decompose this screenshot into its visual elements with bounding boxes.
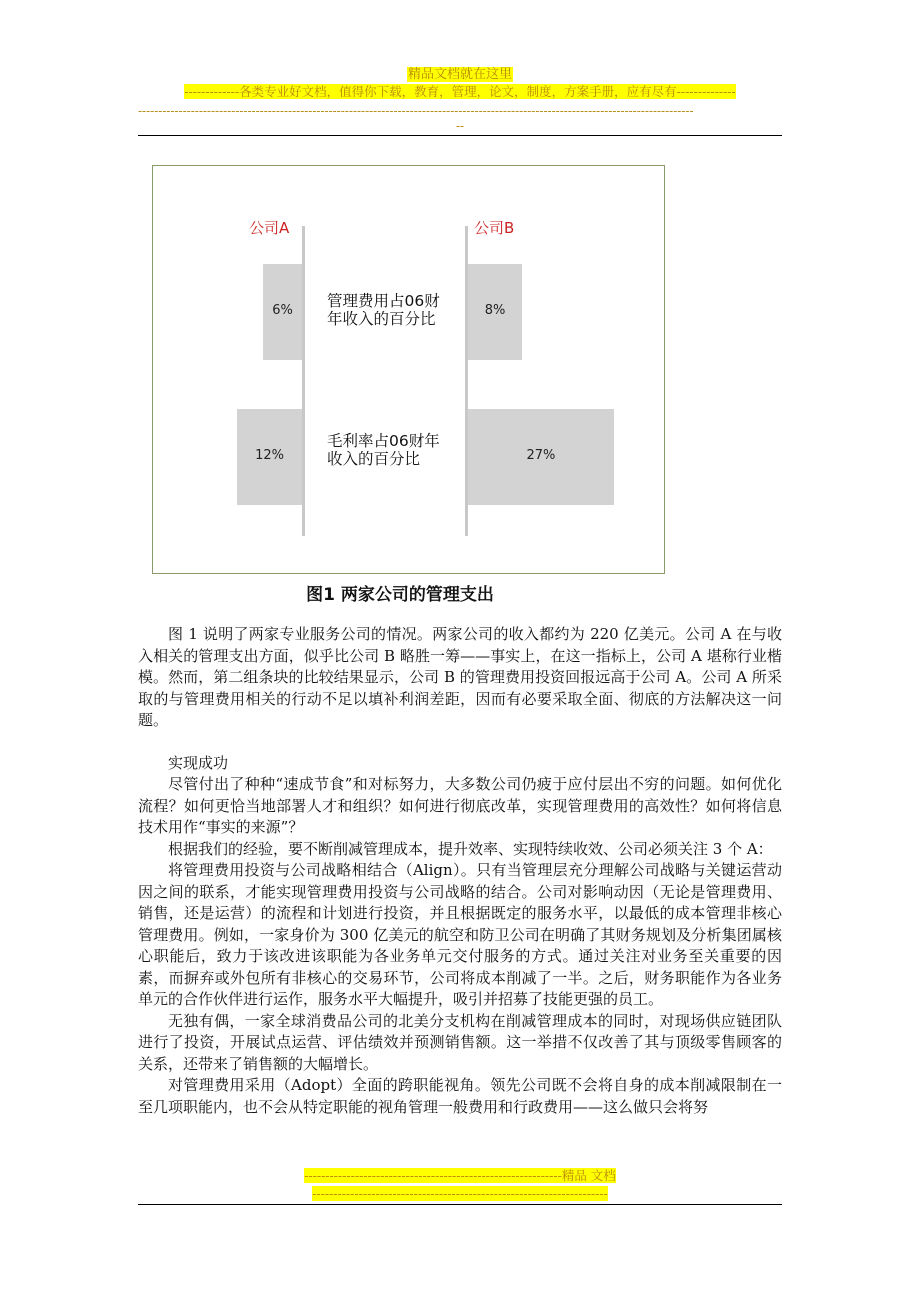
company-a-label: 公司A — [249, 219, 290, 237]
section-heading: 实现成功 — [168, 753, 229, 772]
metric1-label: 管理费用占06财 年收入的百分比 — [327, 292, 440, 328]
comparison-figure — [152, 165, 665, 574]
paragraph: 尽管付出了种种“速成节食”和对标努力，大多数公司仍疲于应付层出不穷的问题。如何优化流程？如何更恰当地部署人才和组织？如何进行彻底改革，实现管理费用的高效性？如何将信息技术用作“事实的来源”？ — [138, 775, 782, 836]
paragraph: 根据我们的经验，要不断削减管理成本，提升效率、实现特续收效、公司必须关注 3 个 A： — [168, 839, 773, 858]
footer-line1: -------------------------------------------------------------精品 文档 — [304, 1168, 616, 1183]
value-b-metric2: 27% — [526, 448, 556, 463]
footer-line2: ---------------------------------------------------------------------- — [312, 1186, 608, 1201]
paragraph: 无独有偶，一家全球消费品公司的北美分支机构在削减管理成本的同时，对现场供应链团队进行了投资，开展试点运营、评估绩效并预测销售额。这一举措不仅改善了其与顶级零售顾客的关系，还带来了销售额的大幅增长。 — [138, 1011, 782, 1073]
metric2-label: 毛利率占06财年 收入的百分比 — [327, 432, 440, 468]
header-rule — [138, 135, 782, 136]
article-body — [138, 624, 782, 1118]
figure-caption: 图1 两家公司的管理支出 — [306, 585, 494, 605]
paragraph: 对管理费用采用（Adopt）全面的跨职能视角。领先公司既不会将自身的成本削减限制在一至几项职能内，也不会从特定职能的视角管理一般费用和行政费用——这么做只会将努 — [138, 1076, 782, 1116]
paragraph-intro: 图 1 说明了两家专业服务公司的情况。两家公司的收入都约为 220 亿美元。公司 A 在与收入相关的管理支出方面，似乎比公司 B 略胜一筹——事实上，在这一指标上，公司 A 堪称行业楷模。然而，第二组条块的比较结果显示，公司 B 的管理费用投资回报远高于公司 A。公司 A 所采取的与管理费用相关的行动不足以填补利润差距，因而有必要采取全面、彻底的方法解决这一问题。 — [138, 625, 782, 729]
header-subtitle: -------------各类专业好文档，值得你下载，教育，管理，论文，制度，方案手册，应有尽有-------------- — [184, 84, 736, 99]
header-dash-line: ----------------------------------------------------------------------------------------------------------------------------------------- — [138, 104, 694, 118]
header-title: 精品文档就在这里 — [407, 67, 512, 82]
value-b-metric1: 8% — [484, 303, 506, 318]
header-dash-tail: -- — [455, 119, 465, 133]
paragraph: 将管理费用投资与公司战略相结合（Align）。只有当管理层充分理解公司战略与关键运营动因之间的联系，才能实现管理费用投资与公司战略的结合。公司对影响动因（无论是管理费用、销售，还是运营）的流程和计划进行投资，并且根据既定的服务水平，以最低的成本管理非核心管理费用。例如，一家身价为 300 亿美元的航空和防卫公司在明确了其财务规划及分析集团属核心职能后，致力于该改进该职能为各业务单元交付服务的方式。通过关注对业务至关重要的因素，而摒弃或外包所有非核心的交易环节，公司将成本削减了一半。之后，财务职能作为各业务单元的合作伙伴进行运作，服务水平大幅提升，吸引并招募了技能更强的员工。 — [138, 861, 782, 1008]
value-a-metric1: 6% — [272, 303, 293, 318]
footer-rule — [138, 1204, 782, 1205]
value-a-metric2: 12% — [255, 448, 285, 463]
axis-company-a — [302, 226, 305, 536]
company-b-label: 公司B — [474, 219, 515, 237]
